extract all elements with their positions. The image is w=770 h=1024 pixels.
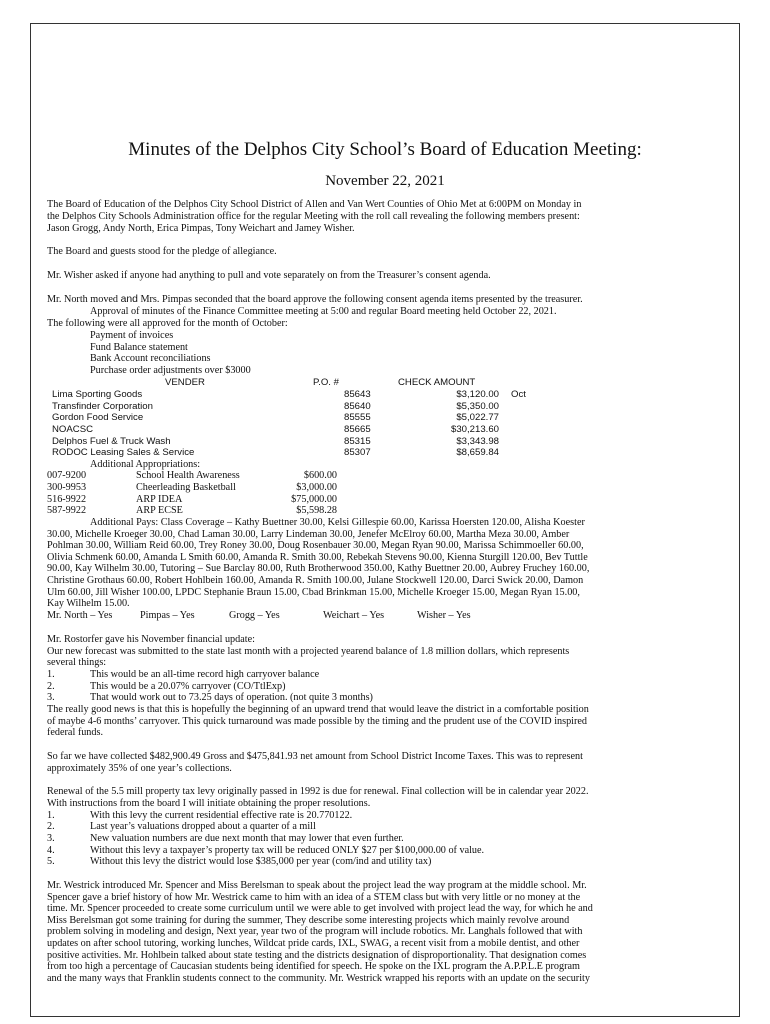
westrick-line: and the many ways that Franklin students connect to the community. Mr. Westrick wrapped his reports with an update on the security: [47, 973, 590, 984]
vendor-name: RODOC Leasing Sales & Service: [52, 447, 195, 458]
financial-item-text: This would be an all-time record high carryover balance: [90, 669, 320, 680]
meeting-date: November 22, 2021: [325, 173, 445, 189]
pays-line: Kay Wilhelm 15.00.: [47, 598, 130, 609]
westrick-line: Mr. Westrick introduced Mr. Spencer and Miss Berelsman to speak about the project lead the way program at the middle school. Mr.: [47, 880, 587, 891]
levy-item-text: Without this levy the district would lose $385,000 per year (com/ind and utility tax): [90, 856, 432, 867]
vote-pimpas: Pimpas – Yes: [140, 610, 195, 621]
october-item: Fund Balance statement: [90, 342, 188, 353]
levy-item-text: New valuation numbers are due next month that may lower that even further.: [90, 833, 404, 844]
vendor-amount: $3,120.00: [456, 389, 499, 400]
renewal-line: Renewal of the 5.5 mill property tax levy originally passed in 1992 is due for renewal. Final collection will be in calendar year 2022.: [47, 786, 589, 797]
appropriation-code: 587-9922: [47, 505, 87, 516]
financial-item-text: That would work out to 73.25 days of operation. (not quite 3 months): [90, 692, 373, 703]
vendor-po: 85307: [344, 447, 371, 458]
motion-line: [47, 294, 583, 306]
levy-item-text: Last year’s valuations dropped about a quarter of a mill: [90, 821, 316, 832]
amount-header: CHECK AMOUNT: [398, 377, 476, 388]
appropriation-name: School Health Awareness: [136, 470, 240, 481]
appropriation-name: ARP IDEA: [136, 494, 183, 505]
appropriations-heading: Additional Appropriations:: [90, 459, 201, 470]
appropriation-name: ARP ECSE: [136, 505, 183, 516]
appropriation-code: 300-9953: [47, 482, 87, 493]
appropriation-name: Cheerleading Basketball: [136, 482, 236, 493]
october-item: Purchase order adjustments over $3000: [90, 365, 251, 376]
westrick-line: updates on after school tutoring, working lunches, Wildcat pride cards, IXL, SWAG, a recent visit from a mobile dentist, and other: [47, 938, 580, 949]
document-title: Minutes of the Delphos City School’s Board of Education Meeting:: [128, 139, 642, 160]
financial-item-number: 3.: [47, 692, 55, 703]
vote-wisher: Wisher – Yes: [417, 610, 471, 621]
appropriation-amount: $75,000.00: [291, 494, 337, 505]
pays-line: Pohlman 30.00, William Reid 60.00, Trey Roney 30.00, Doug Rosenbauer 30.00, Megan Ryan 90.00, Marissa Schimmoeller 60.00,: [47, 540, 584, 551]
appropriation-code: 516-9922: [47, 494, 87, 505]
vendor-header: VENDER: [165, 377, 205, 388]
vendor-amount: $5,350.00: [456, 401, 499, 412]
collected-line: approximately 35% of one year’s collections.: [47, 763, 232, 774]
levy-item-text: Without this levy a taxpayer’s property tax will be reduced ONLY $27 per $100,000.00 of value.: [90, 845, 485, 856]
pays-line: 30.00, Michelle Kroeger 30.00, Chad Laman 30.00, Larry Lindeman 30.00, Jenefer McElroy 60.00, Martha Meza 30.00, Amber: [47, 529, 570, 540]
po-header: P.O. #: [313, 377, 339, 388]
financial-item-number: 1.: [47, 669, 55, 680]
levy-item-number: 1.: [47, 810, 55, 821]
vendor-po: 85665: [344, 424, 371, 435]
vendor-po: 85555: [344, 412, 371, 423]
levy-item-text: With this levy the current residential effective rate is 20.770122.: [90, 810, 353, 821]
appropriation-amount: $600.00: [303, 470, 337, 481]
approval-text: Approval of minutes of the Finance Committee meeting at 5:00 and regular Board meeting held October 22, 2021.: [90, 306, 557, 317]
motion-prefix: Mr. North moved: [47, 294, 119, 305]
levy-item-number: 3.: [47, 833, 55, 844]
appropriation-amount: $5,598.28: [296, 505, 337, 516]
westrick-line: Miss Berelsman got some training for during the summer, They describe some interesting projects which mainly revolve around: [47, 915, 570, 926]
levy-item-number: 5.: [47, 856, 55, 867]
pays-line: Christine Grothaus 60.00, Robert Hohlbein 160.00, Amanda R. Smith 100.00, Julane Stockwell 120.00, Darci Swick 20.00, Damon: [47, 575, 584, 586]
vendor-note: Oct: [511, 389, 526, 400]
financial-heading: Mr. Rostorfer gave his November financial update:: [47, 634, 255, 645]
vote-weichart: Weichart – Yes: [323, 610, 385, 621]
financial-item-text: This would be a 20.07% carryover (CO/TtlExp): [90, 681, 286, 692]
october-item: Payment of invoices: [90, 330, 174, 341]
wisher-consent-text: Mr. Wisher asked if anyone had anything to pull and vote separately on from the Treasurer’s consent agenda.: [47, 270, 491, 281]
renewal-line: With instructions from the board I will initiate obtaining the proper resolutions.: [47, 798, 371, 809]
vendor-po: 85643: [344, 389, 371, 400]
collected-line: So far we have collected $482,900.49 Gross and $475,841.93 net amount from School District Income Taxes. This was to represent: [47, 751, 583, 762]
following-text: The following were all approved for the month of October:: [47, 318, 288, 329]
levy-item-number: 2.: [47, 821, 55, 832]
vote-north: Mr. North – Yes: [47, 610, 113, 621]
pays-line: 90.00, Kay Wilhelm 30.00, Tutoring – Sue Barclay 80.00, Ruth Brotherwood 350.00, Kathy Buettner 20.00, Aubrey Fruchey 160.00,: [47, 563, 590, 574]
vendor-po: 85315: [344, 436, 371, 447]
pays-line: Ulm 60.00, Jill Wisher 100.00, LPDC Stephanie Braun 15.00, Cbad Brinkman 15.00, Michelle Kroeger 15.00, Megan Ryan 15.00,: [47, 587, 580, 598]
westrick-line: positive activities. Mr. Hohlbein talked about state testing and the districts designation of disproportionality. That designation comes: [47, 950, 587, 961]
october-item: Bank Account reconciliations: [90, 353, 211, 364]
forecast-line: Our new forecast was submitted to the state last month with a projected yearend balance of 1.8 million dollars, which represents: [47, 646, 570, 657]
vendor-name: NOACSC: [52, 424, 94, 435]
good-news-line: of maybe 4-6 months’ carryover. This quick turnaround was made possible by the timing and the prudent use of the COVID inspired: [47, 716, 588, 727]
vendor-name: Gordon Food Service: [52, 412, 144, 423]
westrick-line: problem solving in modeling and design, Next year, year two of the program will include robotics. Mr. Langhals followed that with: [47, 926, 583, 937]
vendor-amount: $3,343.98: [456, 436, 499, 447]
westrick-line: Spencer gave a brief history of how Mr. Westrick came to him with an idea of a STEM class but with very little or no money at the: [47, 892, 581, 903]
vendor-po: 85640: [344, 401, 371, 412]
levy-item-number: 4.: [47, 845, 55, 856]
vendor-name: Delphos Fuel & Truck Wash: [52, 436, 171, 447]
westrick-line: from too high a percentage of Caucasian students being identified for speech. He spoke on the IXL program the A.P.P.L.E program: [47, 961, 580, 972]
good-news-line: The really good news is that this is hopefully the beginning of an upward trend that would leave the district in a comfortable position: [47, 704, 589, 715]
intro-line: the Delphos City Schools Administration office for the regular Meeting with the roll call revealing the following members present:: [47, 211, 580, 222]
good-news-line: federal funds.: [47, 727, 104, 738]
appropriation-code: 007-9200: [47, 470, 87, 481]
vendor-amount: $8,659.84: [456, 447, 499, 458]
intro-line: The Board of Education of the Delphos City School District of Allen and Van Wert Counties of Ohio Met at 6:00PM on Monday in: [47, 199, 582, 210]
pays-line: Additional Pays: Class Coverage – Kathy Buettner 30.00, Kelsi Gillespie 60.00, Karissa Hoersten 120.00, Alisha Koester: [90, 517, 585, 528]
pledge-text: The Board and guests stood for the pledge of allegiance.: [47, 246, 277, 257]
intro-line: Jason Grogg, Andy North, Erica Pimpas, Tony Weichart and Jamey Wisher.: [47, 223, 355, 234]
westrick-line: time. Mr. Spencer proceeded to create some curriculum until we were able to get involved with project lead the way, for which he and: [47, 903, 593, 914]
forecast-line: several things:: [47, 657, 107, 668]
vote-grogg: Grogg – Yes: [229, 610, 280, 621]
motion-rest: Mrs. Pimpas seconded that the board approve the following consent agenda items presented by the treasurer.: [140, 294, 583, 305]
vendor-name: Transfinder Corporation: [52, 401, 153, 412]
vendor-name: Lima Sporting Goods: [52, 389, 143, 400]
appropriation-amount: $3,000.00: [296, 482, 337, 493]
vendor-amount: $30,213.60: [450, 424, 499, 435]
pays-line: Olivia Schmenk 60.00, Amanda L Smith 60.00, Amanda R. Smith 30.00, Rebekah Stevens 90.00, Kienna Sturgill 120.00, Bev Tuttle: [47, 552, 588, 563]
financial-item-number: 2.: [47, 681, 55, 692]
vendor-amount: $5,022.77: [456, 412, 499, 423]
motion-and: and: [120, 294, 138, 305]
